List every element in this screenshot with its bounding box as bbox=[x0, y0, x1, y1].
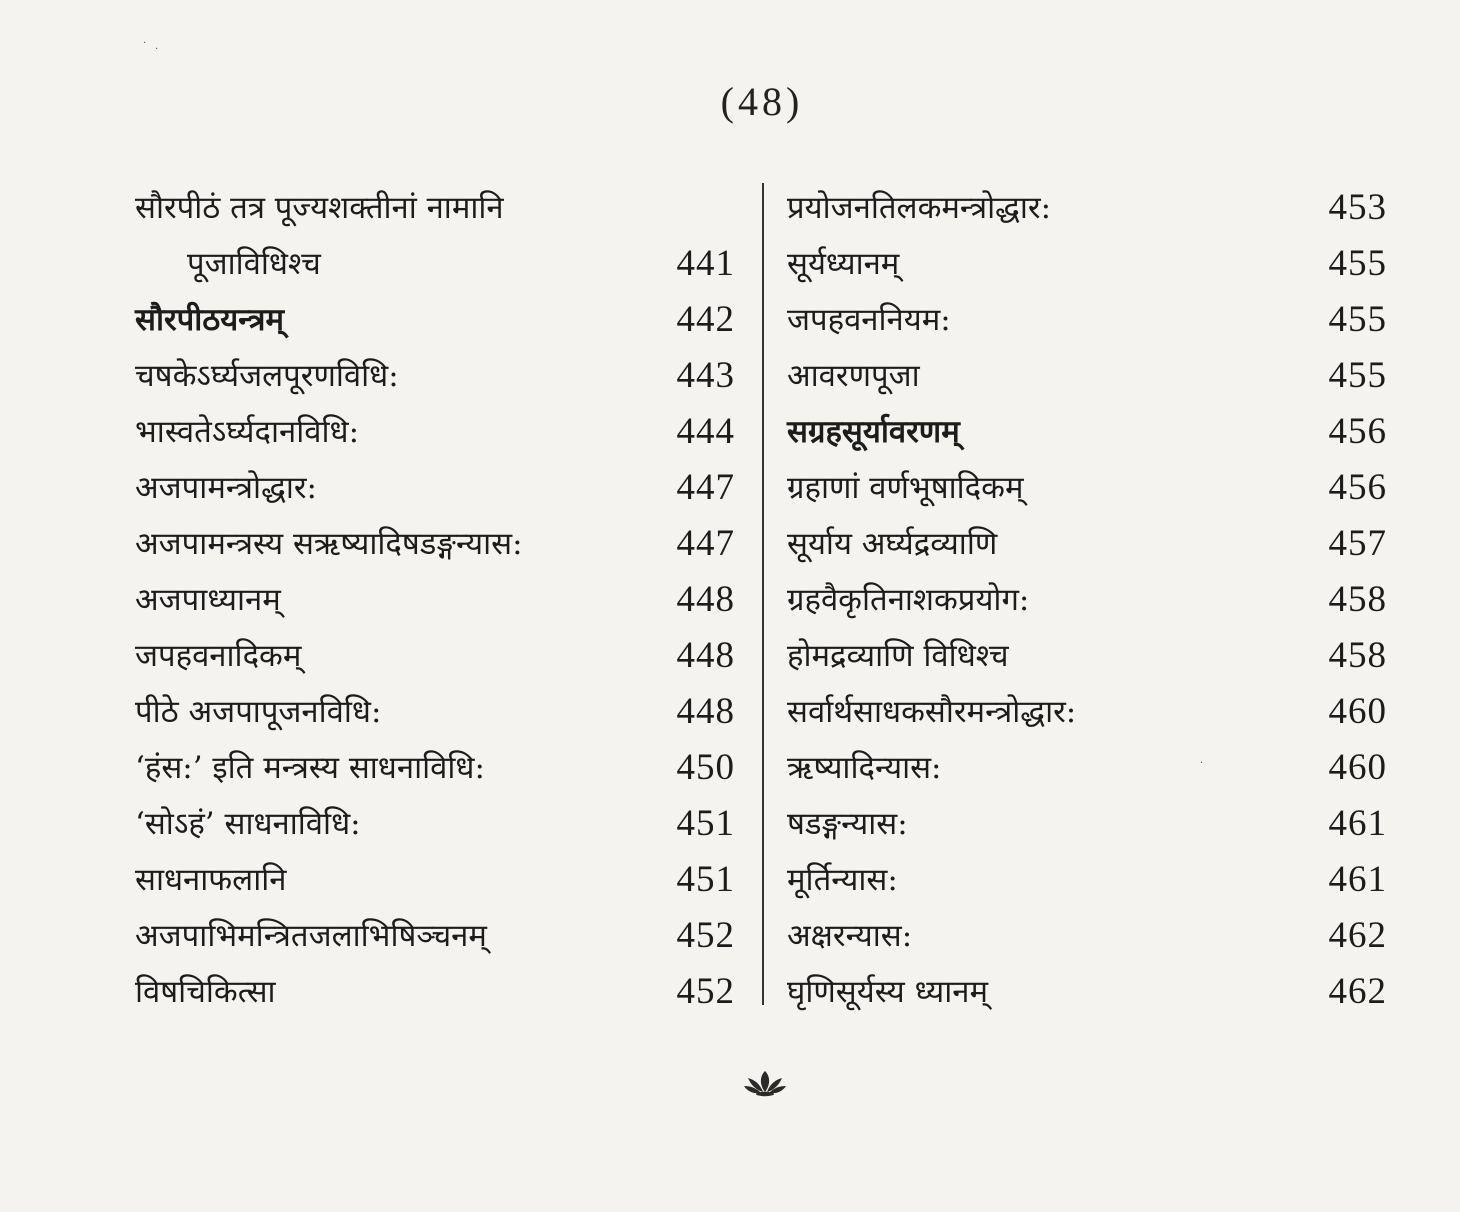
entry-title: साधनाफलानि bbox=[135, 862, 287, 898]
entry-page: 451 bbox=[676, 803, 735, 844]
toc-entry bbox=[787, 852, 1387, 908]
entry-title: पीठे अजपापूजनविधि: bbox=[135, 694, 382, 730]
entry-title: विषचिकित्सा bbox=[135, 974, 276, 1010]
entry-title: आवरणपूजा bbox=[787, 358, 920, 394]
toc-entry bbox=[787, 796, 1387, 852]
entry-page: 447 bbox=[676, 523, 735, 564]
entry-page: 461 bbox=[1328, 859, 1387, 900]
entry-title: सूर्यध्यानम् bbox=[787, 246, 900, 282]
toc-entry bbox=[787, 964, 1387, 1020]
entry-page: 448 bbox=[676, 691, 735, 732]
entry-title: ऋष्यादिन्यास: bbox=[787, 750, 942, 786]
entry-page: 444 bbox=[676, 411, 735, 452]
toc-entry bbox=[787, 460, 1387, 516]
entry-page: 456 bbox=[1328, 467, 1387, 508]
entry-title: सौरपीठयन्त्रम् bbox=[135, 302, 285, 338]
entry-title: जपहवननियम: bbox=[787, 302, 951, 338]
left-column bbox=[135, 180, 735, 1020]
entry-page: 453 bbox=[1328, 187, 1387, 228]
entry-title: अजपामन्त्रस्य सऋष्यादिषडङ्गन्यास: bbox=[135, 526, 523, 562]
lotus-ornament-icon bbox=[742, 1068, 788, 1098]
entry-page: 448 bbox=[676, 635, 735, 676]
column-divider bbox=[762, 183, 764, 1005]
entry-page: 462 bbox=[1328, 915, 1387, 956]
toc-entry bbox=[787, 572, 1387, 628]
toc-entry bbox=[135, 236, 735, 292]
entry-page: 455 bbox=[1328, 299, 1387, 340]
entry-title: सग्रहसूर्यावरणम् bbox=[787, 414, 960, 450]
entry-page: 455 bbox=[1328, 355, 1387, 396]
paper-speck: · bbox=[143, 38, 147, 49]
entry-title: प्रयोजनतिलकमन्त्रोद्धार: bbox=[787, 190, 1052, 226]
toc-entry bbox=[787, 292, 1387, 348]
toc-entry bbox=[135, 460, 735, 516]
toc-entry bbox=[787, 180, 1387, 236]
entry-title: जपहवनादिकम् bbox=[135, 638, 302, 674]
toc-entry bbox=[135, 292, 735, 348]
entry-title: ग्रहाणां वर्णभूषादिकम् bbox=[787, 470, 1024, 506]
entry-page: 462 bbox=[1328, 971, 1387, 1012]
toc-entry bbox=[787, 348, 1387, 404]
entry-title: ‘सोऽहं’ साधनाविधि: bbox=[135, 806, 361, 842]
entry-title: घृणिसूर्यस्य ध्यानम् bbox=[787, 974, 988, 1010]
entry-title: सूर्याय अर्घ्यद्रव्याणि bbox=[787, 526, 998, 562]
entry-page: 447 bbox=[676, 467, 735, 508]
toc-entry bbox=[135, 404, 735, 460]
toc-entry bbox=[787, 684, 1387, 740]
entry-page: 442 bbox=[676, 299, 735, 340]
toc-entry bbox=[787, 404, 1387, 460]
toc-entry bbox=[135, 684, 735, 740]
entry-page: 448 bbox=[676, 579, 735, 620]
paper-speck: · bbox=[155, 44, 159, 55]
entry-title: भास्वतेऽर्घ्यदानविधि: bbox=[135, 414, 360, 450]
entry-title: षडङ्गन्यास: bbox=[787, 806, 908, 842]
entry-title: पूजाविधिश्च bbox=[187, 246, 321, 282]
page-number: (48) bbox=[720, 79, 804, 124]
toc-entry bbox=[787, 516, 1387, 572]
toc-entry bbox=[135, 180, 735, 236]
entry-title: अजपाध्यानम् bbox=[135, 582, 281, 618]
toc-entry bbox=[135, 348, 735, 404]
entry-page: 452 bbox=[676, 915, 735, 956]
toc-entry bbox=[135, 852, 735, 908]
entry-page: 460 bbox=[1328, 747, 1387, 788]
entry-title: मूर्तिन्यास: bbox=[787, 862, 898, 898]
toc-entry bbox=[787, 236, 1387, 292]
right-column bbox=[787, 180, 1387, 1020]
entry-page: 458 bbox=[1328, 579, 1387, 620]
toc-entry bbox=[135, 740, 735, 796]
toc-entry bbox=[787, 740, 1387, 796]
entry-title: अक्षरन्यास: bbox=[787, 918, 913, 954]
entry-page: 461 bbox=[1328, 803, 1387, 844]
entry-page: 455 bbox=[1328, 243, 1387, 284]
toc-entry bbox=[787, 628, 1387, 684]
entry-title: होमद्रव्याणि विधिश्च bbox=[787, 638, 1009, 674]
entry-page: 460 bbox=[1328, 691, 1387, 732]
entry-page: 452 bbox=[676, 971, 735, 1012]
entry-title: अजपामन्त्रोद्धार: bbox=[135, 470, 317, 506]
entry-page: 456 bbox=[1328, 411, 1387, 452]
toc-entry bbox=[135, 516, 735, 572]
toc-entry bbox=[135, 796, 735, 852]
toc-entry bbox=[787, 908, 1387, 964]
toc-entry bbox=[135, 908, 735, 964]
entry-title: ग्रहवैकृतिनाशकप्रयोग: bbox=[787, 582, 1030, 618]
entry-page: 451 bbox=[676, 859, 735, 900]
entry-page: 458 bbox=[1328, 635, 1387, 676]
toc-entry bbox=[135, 628, 735, 684]
toc-entry bbox=[135, 572, 735, 628]
entry-title: ‘हंस:’ इति मन्त्रस्य साधनाविधि: bbox=[135, 750, 485, 786]
entry-page: 443 bbox=[676, 355, 735, 396]
entry-title: सर्वार्थसाधकसौरमन्त्रोद्धार: bbox=[787, 694, 1077, 730]
toc-entry bbox=[135, 964, 735, 1020]
entry-page: 457 bbox=[1328, 523, 1387, 564]
entry-title: सौरपीठं तत्र पूज्यशक्तीनां नामानि bbox=[135, 190, 504, 226]
paper-speck: · bbox=[1200, 758, 1204, 769]
entry-page: 441 bbox=[676, 243, 735, 284]
entry-title: अजपाभिमन्त्रितजलाभिषिञ्चनम् bbox=[135, 918, 487, 954]
entry-title: चषकेऽर्घ्यजलपूरणविधि: bbox=[135, 358, 399, 394]
entry-page: 450 bbox=[676, 747, 735, 788]
